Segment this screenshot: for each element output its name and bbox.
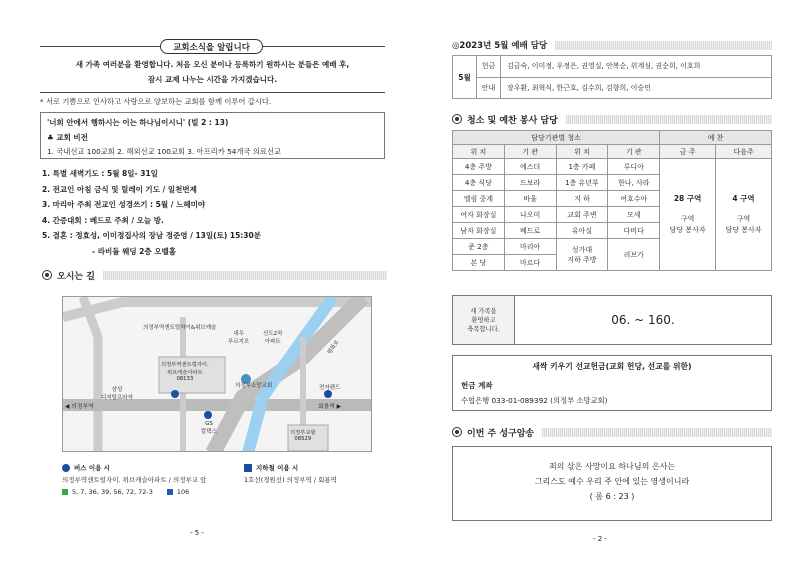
subway-icon xyxy=(244,464,252,472)
subway-lines: 1호선(경원선) 의정부역 / 회룡역 xyxy=(244,476,337,484)
welcome-line-1: 새 가족 여러분을 환영합니다. 처음 오신 분이나 등록하기 원하시는 분들은 예배 후, xyxy=(75,60,350,69)
circle-bullet-icon xyxy=(42,270,52,280)
greeting-note: * 서로 기쁨으로 인사하고 사랑으로 양보하는 교회를 함께 이루어 갑시다. xyxy=(40,97,272,106)
right-page-number: - 2 - xyxy=(593,535,607,543)
vision-title: ♣ 교회 비전 xyxy=(47,133,88,142)
table-cell: 준 2층 xyxy=(453,239,505,255)
col-head: 기 관 xyxy=(504,145,556,159)
notice-banner xyxy=(40,40,385,90)
praise-table-head: 예 찬 xyxy=(660,131,772,145)
newcomer-label: 새 가족을 환영하고 축복합니다. xyxy=(453,296,515,344)
vision-items: 1. 국내선교 100교회 2. 해외선교 100교회 3. 아프리카 54개국 의료선교 xyxy=(47,147,281,156)
mission-box xyxy=(452,355,772,411)
table-cell: 1층 유년부 xyxy=(556,175,608,191)
blue-bus-icon xyxy=(167,489,173,495)
guide-names: 장우환, 최혁식, 한근호, 김수희, 김향희, 이승언 xyxy=(501,77,772,99)
col-head: 기 관 xyxy=(608,145,660,159)
table-cell: 지 하 xyxy=(556,191,608,207)
col-head: 금 주 xyxy=(660,145,716,159)
green-bus-icon xyxy=(62,489,68,495)
next-week-cell xyxy=(716,159,772,271)
verse-line-2: 그리스도 예수 우리 주 안에 있는 영생이니라 xyxy=(534,477,690,486)
map-label-school: 의정부교할 08529 xyxy=(290,430,316,442)
table-cell: 엘림 중계 xyxy=(453,191,505,207)
map-label-building: 의정부역센트럴자이&위브캐슬 xyxy=(143,325,217,331)
col-head: 다음주 xyxy=(716,145,772,159)
table-cell: 다비다 xyxy=(608,223,660,239)
bus-green-routes: 5, 7, 36, 39, 56, 72, 72-3 xyxy=(72,488,153,496)
newcomer-box xyxy=(452,295,772,345)
cleaning-table xyxy=(452,130,772,271)
offering-names: 김금숙, 이미정, 우정은, 권영실, 안복순, 위계심, 권순희, 이호희 xyxy=(501,56,772,78)
newcomer-numbers: 06. ~ 160. xyxy=(611,313,675,327)
news-item-sub: - 라비돌 웨딩 2층 오벨홀 xyxy=(92,246,176,256)
vision-verse: '너희 안에서 행하시는 이는 하나님이시니' (빌 2 : 13) xyxy=(47,118,229,127)
table-cell: 여호수아 xyxy=(608,191,660,207)
this-week-cell xyxy=(660,159,716,271)
circle-bullet-icon xyxy=(452,427,462,437)
this-week-group: 28 구역 xyxy=(673,194,702,203)
cleaning-table-head: 담당기관별 청소 xyxy=(453,131,660,145)
news-item: 5. 결혼 : 정효성, 이미정집사의 장남 정준영 / 13일(토) 15:30분 xyxy=(42,231,261,240)
worship-table xyxy=(452,55,772,99)
table-cell: 본 당 xyxy=(453,255,505,271)
verse-box xyxy=(452,446,772,521)
this-week-sub: 구역 담당 봉사자 xyxy=(669,215,706,234)
account-info: 수협은행 033-01-089392 (의정부 소망교회) xyxy=(461,396,608,405)
table-cell: 한나, 사라 xyxy=(608,175,660,191)
table-cell: 4층 주방 xyxy=(453,159,505,175)
table-cell: 마리아 xyxy=(504,239,556,255)
cleaning-heading: 청소 및 예찬 봉사 담당 xyxy=(452,111,772,127)
table-cell: 루디아 xyxy=(608,159,660,175)
table-cell: 4층 식당 xyxy=(453,175,505,191)
worship-heading: ◎2023년 5월 예배 담당 xyxy=(452,38,772,52)
bus-info: 버스 이용 시 의정부역센트럴자이. 위브캐슬아파트 / 의정부교 앞 5, 7, 36, 39, 56, 72, 72-3 106 xyxy=(62,462,237,498)
table-cell: 교회 주변 xyxy=(556,207,608,223)
table-cell: 리브가 xyxy=(608,239,660,271)
table-cell: 모세 xyxy=(608,207,660,223)
col-head: 위 치 xyxy=(556,145,608,159)
col-head: 위 치 xyxy=(453,145,505,159)
directions-heading: 오시는 길 xyxy=(42,267,387,283)
circle-bullet-icon xyxy=(452,114,462,124)
map-label-center-apt: 의정부역센트럴자이. 위브캐슬아파트 08133 xyxy=(161,362,209,382)
table-cell: 바울 xyxy=(504,191,556,207)
map-label-station-left: ◀ 의정부역 xyxy=(65,404,94,410)
news-item: 3. 마리아 주최 전교인 성경쓰기 : 5월 / 느헤미야 xyxy=(42,200,206,209)
subway-info: 지하철 이용 시 1호선(경원선) 의정부역 / 회룡역 xyxy=(244,462,379,486)
verse-line-1: 죄의 삯은 사망이요 하나님의 은사는 xyxy=(548,462,676,471)
table-cell: 에스더 xyxy=(504,159,556,175)
map-label-daewoo: 대우 푸르지오 xyxy=(228,331,250,345)
map-label-church: 의정부소망교회 xyxy=(235,383,273,389)
bus-icon xyxy=(62,464,70,472)
news-list xyxy=(42,166,387,259)
vision-box xyxy=(40,112,385,159)
table-cell: 베드로 xyxy=(504,223,556,239)
bus-blue-routes: 106 xyxy=(176,488,190,496)
map-label-gs: GS 칼텍스 xyxy=(201,421,217,435)
verse-heading: 이번 주 성구암송 xyxy=(452,424,772,440)
map-label-samsung: 삼성 디지털프라자 xyxy=(101,387,133,401)
map xyxy=(62,296,372,452)
offering-label: 헌금 xyxy=(477,56,501,78)
verse-ref: ( 롬 6 : 23 ) xyxy=(589,492,635,501)
map-label-station-right: 회룡역 ▶ xyxy=(318,404,342,410)
left-page-number: - 5 - xyxy=(190,529,204,537)
worship-month: 5월 xyxy=(453,56,477,99)
notice-title: 교회소식을 알립니다 xyxy=(160,39,263,54)
map-label-road: 평화로 xyxy=(326,339,341,356)
account-label: 헌금 계좌 xyxy=(461,381,493,390)
news-item: 2. 전교인 아침 금식 및 릴레이 기도 / 일천번제 xyxy=(42,184,197,194)
table-cell: 드보라 xyxy=(504,175,556,191)
map-label-junja: 전자랜드 xyxy=(319,385,341,391)
mission-title: 새싹 키우기 선교헌금(교회 헌당, 선교를 위한) xyxy=(532,362,692,371)
map-label-shindo: 신도2차 아파트 xyxy=(263,331,283,345)
guide-label: 안내 xyxy=(477,77,501,99)
table-cell: 성가대 지하 주방 xyxy=(556,239,608,271)
table-cell: 남자 화장실 xyxy=(453,223,505,239)
next-week-group: 4 구역 xyxy=(732,194,755,203)
bus-stop: 의정부역센트럴자이. 위브캐슬아파트 / 의정부교 앞 xyxy=(62,476,207,484)
table-cell: 여자 화장실 xyxy=(453,207,505,223)
table-cell: 유아실 xyxy=(556,223,608,239)
map-drawing xyxy=(63,297,372,452)
news-item: 4. 간증대회 : 베드로 주최 / 오늘 방. xyxy=(42,215,164,225)
news-item: 1. 특별 새벽기도 : 5월 8일- 31일 xyxy=(42,169,158,178)
table-cell: 1층 카페 xyxy=(556,159,608,175)
welcome-line-2: 잠시 교제 나누는 시간을 가지겠습니다. xyxy=(147,75,278,84)
table-cell: 나오미 xyxy=(504,207,556,223)
next-week-sub: 구역 담당 봉사자 xyxy=(725,215,762,234)
table-cell: 마르다 xyxy=(504,255,556,271)
